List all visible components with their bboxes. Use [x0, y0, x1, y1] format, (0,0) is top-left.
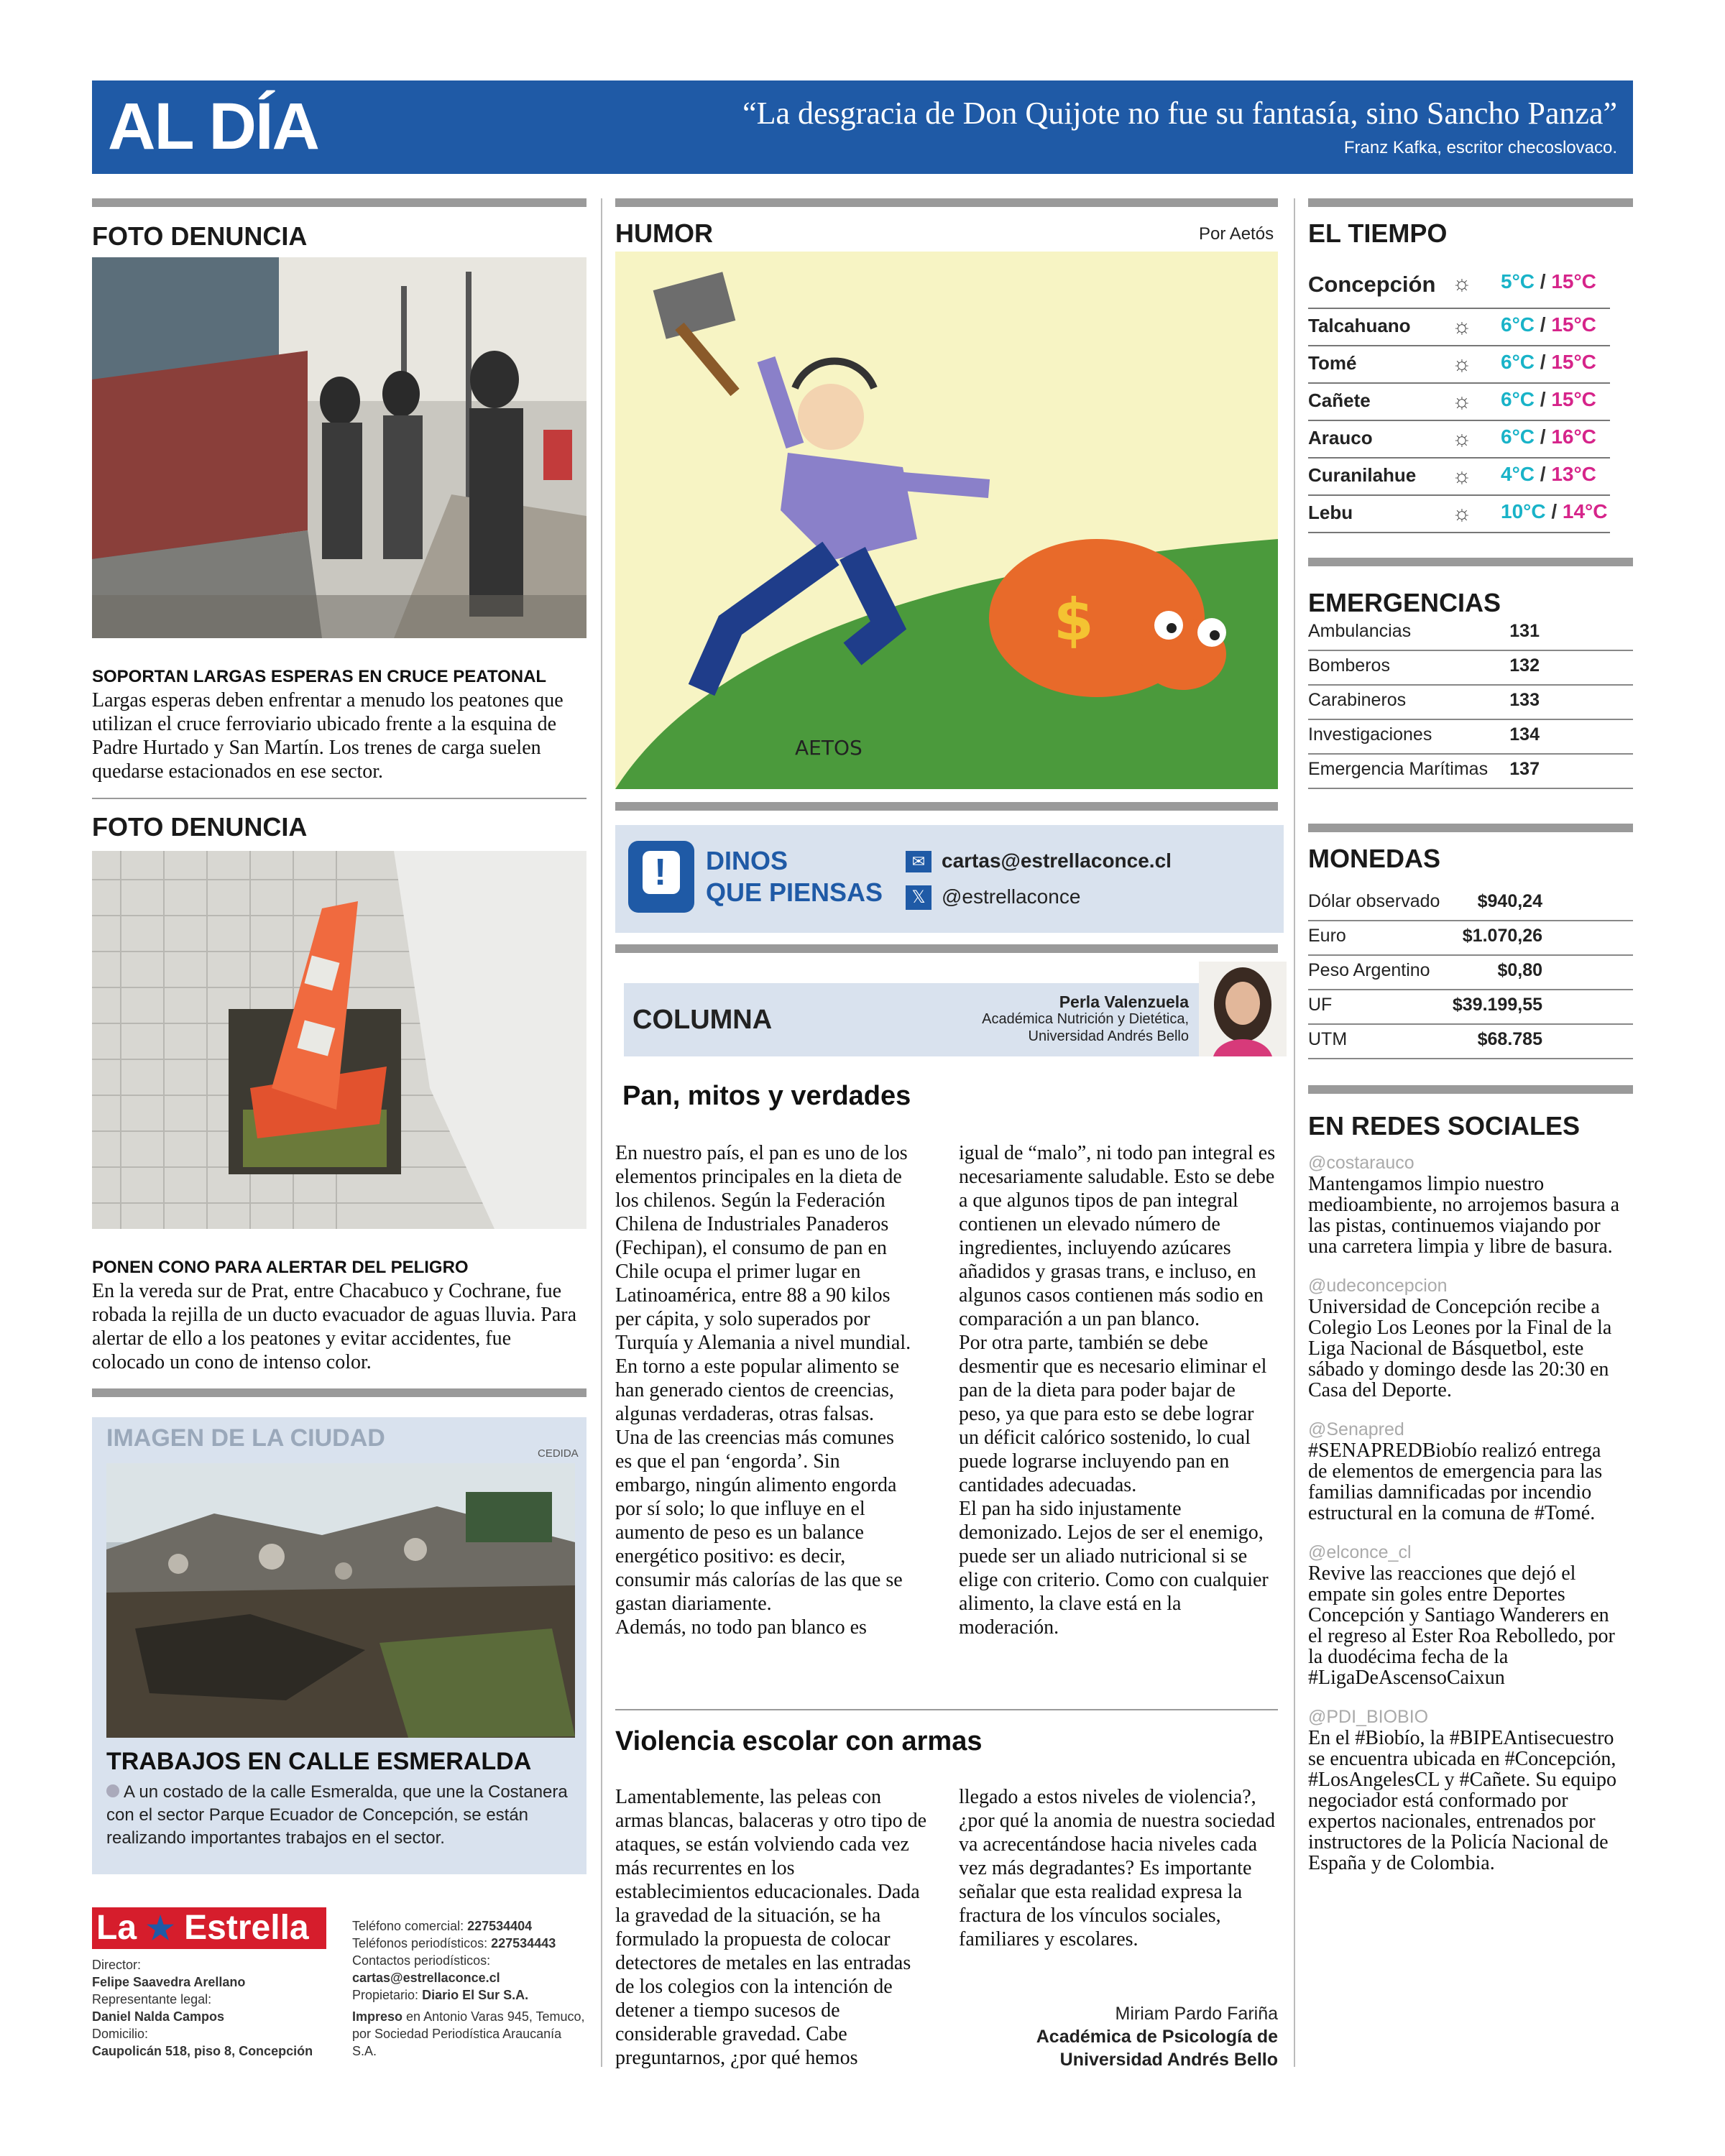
- emergency-label: Ambulancias: [1308, 621, 1412, 641]
- divider: [615, 1709, 1278, 1710]
- social-text: Revive las reacciones que dejó el empate sin goles entre Deportes Concepción y Santiago Wanderers en el regreso al Ester Roa Rebolledo, por la duodécima fecha de la #LigaDeAscensoCaixun: [1308, 1562, 1615, 1689]
- print-label: Impreso: [352, 2009, 403, 2024]
- contact-label: Contactos periodísticos:: [352, 1953, 491, 1968]
- photo-credit: CEDIDA: [538, 1447, 579, 1460]
- currency-row: [1308, 885, 1633, 921]
- divider: [1308, 558, 1633, 566]
- social-text: En el #Biobío, la #BIPEAntisecuestro se encuentra ubicada en #Concepción, #LosAngelesCL y #Cañete. Su equipo negociador está conformado por expertos nacionales, entrenados por instructores de la Policía Nacional de España y de Colombia.: [1308, 1727, 1617, 1874]
- weather-temps: 4°C / 13°C: [1501, 463, 1596, 485]
- currency-row: [1308, 920, 1633, 956]
- weather-city: Tomé: [1308, 352, 1357, 374]
- caption-title: PONEN CONO PARA ALERTAR DEL PELIGRO: [92, 1258, 469, 1277]
- column-separator: [1294, 198, 1295, 2067]
- emergency-label: Carabineros: [1308, 690, 1407, 710]
- currency-label: UTM: [1308, 1029, 1348, 1049]
- article-column: llegado a estos niveles de violencia?, ¿por qué la anomia de nuestra sociedad va acrecentándose hacia niveles cada vez más degradantes? Es importante señalar que esta realidad expresa la fractura de los vínculos sociales, familiares y escolares.: [959, 1786, 1276, 1950]
- logo-text-a: La: [96, 1909, 137, 1947]
- emergency-row: [1308, 719, 1633, 755]
- signature-institution: Universidad Andrés Bello: [1059, 2050, 1278, 2070]
- article-title: Pan, mitos y verdades: [622, 1081, 911, 1111]
- sun-cloud-icon: ☼: [1452, 272, 1472, 295]
- foto-denuncia-heading: FOTO DENUNCIA: [92, 812, 308, 842]
- rep-label: Representante legal:: [92, 1992, 212, 2007]
- signature-name: Miriam Pardo Fariña: [1115, 2004, 1278, 2024]
- temp-min: 10°C: [1501, 500, 1546, 522]
- imagen-ciudad-caption: A un costado de la calle Esmeralda, que une la Costanera con el sector Parque Ecuador de Concepción, se están realizando importantes trabajos en el sector.: [106, 1782, 568, 1848]
- weather-row: [1308, 421, 1610, 459]
- monedas-heading: MONEDAS: [1308, 844, 1441, 873]
- dinos-que-piensas-box: [615, 825, 1284, 933]
- divider: [615, 944, 1278, 953]
- emergency-label: Emergencia Marítimas: [1308, 759, 1489, 779]
- sun-cloud-icon: ☼: [1452, 502, 1472, 525]
- emergency-row: [1308, 615, 1633, 651]
- weather-row: [1308, 346, 1610, 384]
- mail-icon: ✉: [906, 851, 932, 872]
- masthead-contacts: [352, 1917, 586, 2060]
- dinos-email[interactable]: cartas@estrellaconce.cl: [942, 849, 1172, 872]
- divider: [615, 802, 1278, 811]
- director-name: Felipe Saavedra Arellano: [92, 1975, 246, 1989]
- social-post: [1308, 1153, 1624, 1257]
- currency-value: $1.070,26: [1462, 926, 1542, 946]
- emergency-number: 132: [1509, 655, 1540, 676]
- divider: [1308, 824, 1633, 832]
- tel-com: 227534404: [467, 1919, 533, 1933]
- weather-temps: 5°C / 15°C: [1501, 270, 1596, 292]
- logo-text-b: Estrella: [184, 1909, 309, 1947]
- temp-max: 16°C: [1551, 425, 1596, 448]
- weather-row: [1308, 384, 1610, 421]
- imagen-ciudad-heading: IMAGEN DE LA CIUDAD: [106, 1424, 385, 1452]
- weather-city: Talcahuano: [1308, 315, 1411, 336]
- temp-max: 14°C: [1562, 500, 1608, 522]
- x-twitter-icon: 𝕏: [906, 885, 932, 910]
- currency-row: [1308, 954, 1633, 990]
- emergency-label: Investigaciones: [1308, 724, 1432, 745]
- social-text: Universidad de Concepción recibe a Colegio Los Leones por la Final de la Liga Nacional de Básquetbol, este sábado y domingo desde las 20:30 en Casa del Deporte.: [1308, 1296, 1612, 1401]
- emergency-row: [1308, 684, 1633, 720]
- weather-city: Lebu: [1308, 502, 1353, 523]
- column-separator: [601, 198, 602, 2067]
- article-signature: [959, 2002, 1278, 2071]
- social-post: [1308, 1707, 1624, 1874]
- tel-per: 227534443: [491, 1936, 556, 1950]
- dinos-title-1: DINOS: [706, 846, 788, 875]
- sun-cloud-icon: ☼: [1452, 464, 1472, 488]
- weather-city: Curanilahue: [1308, 464, 1417, 486]
- temp-min: 6°C: [1501, 351, 1535, 373]
- social-text: #SENAPREDBiobío realizó entrega de elementos de emergencia para las familias damnificadas por incendio estructural en la comuna de #Tomé.: [1308, 1439, 1603, 1524]
- imagen-ciudad-text: [106, 1781, 574, 1850]
- masthead-staff: [92, 1956, 336, 2060]
- temp-max: 15°C: [1551, 270, 1596, 292]
- left-column: [92, 198, 586, 799]
- svg-text:$: $: [1054, 586, 1094, 653]
- weather-row: [1308, 459, 1610, 496]
- foto-denuncia-heading: FOTO DENUNCIA: [92, 221, 308, 251]
- emergency-row: [1308, 753, 1633, 789]
- columna-role-1: Académica Nutrición y Dietética,: [982, 1011, 1189, 1027]
- tiempo-heading: EL TIEMPO: [1308, 218, 1448, 248]
- masthead-footer: [92, 1907, 586, 2073]
- social-handle[interactable]: @Senapred: [1308, 1419, 1404, 1439]
- weather-temps: 6°C / 15°C: [1501, 351, 1596, 373]
- temp-max: 15°C: [1551, 388, 1596, 410]
- emergency-label: Bomberos: [1308, 655, 1390, 676]
- emergency-row: [1308, 650, 1633, 686]
- social-feed: [1308, 1153, 1624, 1874]
- rep-name: Daniel Nalda Campos: [92, 2009, 225, 2024]
- weather-temps: 6°C / 15°C: [1501, 313, 1596, 336]
- currency-label: Dólar observado: [1308, 891, 1440, 911]
- currency-list: [1308, 885, 1633, 1065]
- currency-value: $39.199,55: [1452, 995, 1542, 1015]
- social-handle[interactable]: @udeconcepcion: [1308, 1276, 1448, 1296]
- dinos-twitter[interactable]: @estrellaconce: [942, 885, 1081, 908]
- currency-value: $68.785: [1477, 1029, 1542, 1049]
- social-handle[interactable]: @PDI_BIOBIO: [1308, 1707, 1429, 1727]
- temp-min: 6°C: [1501, 388, 1535, 410]
- temp-min: 5°C: [1501, 270, 1535, 292]
- currency-value: $940,24: [1477, 891, 1542, 911]
- weather-temps: 6°C / 16°C: [1501, 425, 1596, 448]
- social-post: [1308, 1276, 1624, 1401]
- article-column: igual de “malo”, ni todo pan integral es necesariamente saludable. Esto se debe a que algunos tipos de pan integral contienen un elevado número de ingredientes, incluyendo azúcares añadidos y grasas trans, e incluso, en algunos casos contienen más sodio en comparación a un pan blanco. Por otra parte, también se debe desmentir que es necesario eliminar el pan de la dieta para poder bajar de peso, ya que para esto se debe lograr un déficit calórico sostenido, lo cual puede lograrse incluyendo pan en cantidades adecuadas. El pan ha sido injustamente demonizado. Lejos de ser el enemigo, puede ser un aliado nutricional si se elige con criterio. Como con cualquier alimento, la clave está en la moderación.: [959, 1142, 1276, 1639]
- tel-per-label: Teléfonos periodísticos:: [352, 1936, 488, 1950]
- social-post: [1308, 1542, 1624, 1688]
- currency-value: $0,80: [1497, 960, 1542, 980]
- weather-temps: 10°C / 14°C: [1501, 500, 1608, 522]
- temp-max: 13°C: [1551, 463, 1596, 485]
- dinos-title-2: QUE PIENSAS: [706, 877, 883, 907]
- temp-max: 15°C: [1551, 351, 1596, 373]
- weather-city: Arauco: [1308, 427, 1373, 448]
- section-title: AL DÍA: [108, 90, 318, 163]
- weather-table: [1308, 266, 1633, 539]
- redes-heading: EN REDES SOCIALES: [1308, 1111, 1581, 1141]
- currency-label: UF: [1308, 995, 1333, 1015]
- social-post: [1308, 1419, 1624, 1524]
- bullet-icon: [106, 1784, 119, 1797]
- exclamation-icon: !: [628, 841, 694, 913]
- left-column-2: [92, 812, 586, 1397]
- weather-temps: 6°C / 15°C: [1501, 388, 1596, 410]
- section-banner: [92, 80, 1633, 174]
- cone-photo: [92, 851, 586, 1229]
- columna-author: Perla Valenzuela: [1059, 992, 1189, 1011]
- social-handle[interactable]: @costarauco: [1308, 1153, 1414, 1173]
- divider: [92, 1388, 586, 1397]
- director-label: Director:: [92, 1958, 142, 1972]
- imagen-ciudad-title: TRABAJOS EN CALLE ESMERALDA: [106, 1748, 532, 1775]
- currency-label: Peso Argentino: [1308, 960, 1430, 980]
- banner-quote: “La desgracia de Don Quijote no fue su fantasía, sino Sancho Panza”: [742, 96, 1617, 131]
- temp-min: 6°C: [1501, 313, 1535, 336]
- emergency-number: 134: [1509, 724, 1540, 745]
- columna-label: COLUMNA: [632, 1005, 773, 1035]
- dinos-title: [706, 845, 883, 908]
- divider: [1308, 198, 1633, 207]
- estrella-logo: [92, 1907, 326, 1949]
- tel-com-label: Teléfono comercial:: [352, 1919, 464, 1933]
- emergency-number: 133: [1509, 690, 1540, 710]
- caption-text: En la vereda sur de Prat, entre Chacabuco y Cochrane, fue robada la rejilla de un ducto evacuador de aguas lluvia. Para alertar de ello a los peatones y evitar accidentes, fue colocado un cono de intenso color.: [92, 1280, 577, 1373]
- author-portrait: [1199, 962, 1287, 1056]
- columna-role-2: Universidad Andrés Bello: [1028, 1028, 1189, 1044]
- dom-label: Domicilio:: [92, 2027, 149, 2041]
- humor-author: Por Aetós: [1199, 224, 1274, 244]
- divider: [615, 198, 1278, 207]
- caption-title: SOPORTAN LARGAS ESPERAS EN CRUCE PEATONAL: [92, 667, 547, 686]
- divider: [92, 798, 586, 799]
- temp-max: 15°C: [1551, 313, 1596, 336]
- owner: Diario El Sur S.A.: [422, 1988, 529, 2002]
- temp-min: 6°C: [1501, 425, 1535, 448]
- weather-row: [1308, 309, 1610, 346]
- caption-text: Largas esperas deben enfrentar a menudo los peatones que utilizan el cruce ferroviario ubicado frente a la esquina de Padre Hurtado y San Martín. Los trenes de carga suelen quedarse estacionados en ese sector.: [92, 689, 564, 783]
- owner-label: Propietario:: [352, 1988, 419, 2002]
- star-icon: ★: [146, 1911, 175, 1946]
- columna-author-block: [982, 993, 1189, 1045]
- article-title: Violencia escolar con armas: [615, 1726, 983, 1756]
- divider: [1308, 1085, 1633, 1094]
- works-photo: [106, 1463, 575, 1738]
- columna-box: [624, 983, 1287, 1056]
- emergencias-heading: EMERGENCIAS: [1308, 588, 1501, 617]
- emergency-list: [1308, 615, 1633, 795]
- weather-city: Cañete: [1308, 390, 1371, 411]
- weather-row: [1308, 496, 1610, 533]
- article-column: Lamentablemente, las peleas con armas blancas, balaceras y otro tipo de ataques, se están volviendo cada vez más recurrentes en los establecimientos educacionales. Dada la gravedad de la situación, se ha formulado la propuesta de colocar detectores de metales en las entradas de los colegios con la intención de detener a tiempo sucesos de considerable gravedad. Cabe preguntarnos, ¿por qué hemos: [615, 1786, 927, 2069]
- crossing-photo: [92, 257, 586, 638]
- emergency-number: 137: [1509, 759, 1540, 779]
- emergency-number: 131: [1509, 621, 1540, 641]
- temp-min: 4°C: [1501, 463, 1535, 485]
- divider: [92, 198, 586, 207]
- social-text: Mantengamos limpio nuestro medioambiente, no arrojemos basura a las pistas, continuemos viajando por una carretera limpia y libre de basura.: [1308, 1173, 1620, 1258]
- weather-row: [1308, 266, 1610, 309]
- currency-row: [1308, 989, 1633, 1025]
- sun-cloud-icon: ☼: [1452, 352, 1472, 376]
- currency-row: [1308, 1023, 1633, 1059]
- humor-heading: HUMOR: [615, 218, 713, 248]
- humor-cartoon: [615, 252, 1278, 789]
- article-column: En nuestro país, el pan es uno de los elementos principales en la dieta de los chilenos. Según la Federación Chilena de Industriales Panaderos (Fechipan), el consumo de pan en Chile ocupa el primer lugar en Latinoamérica, entre 88 a 90 kilos per cápita, y solo superados por Turquía y Alemania a nivel mundial. En torno a este popular alimento se han generado cientos de creencias, algunas verdaderas, otras falsas. Una de las creencias más comunes es que el pan ‘engorda’. Sin embargo, ningún alimento engorda por sí solo; lo que influye en el aumento de peso es un balance energético positivo: es decir, consumir más calorías de las que se gastan diariamente. Además, no todo pan blanco es: [615, 1142, 911, 1639]
- print-info: en Antonio Varas 945, Temuco, por Sociedad Periodística Araucanía S.A.: [352, 2009, 585, 2058]
- currency-label: Euro: [1308, 926, 1346, 946]
- sun-cloud-icon: ☼: [1452, 427, 1472, 451]
- contact-email[interactable]: cartas@estrellaconce.cl: [352, 1971, 500, 1985]
- social-handle[interactable]: @elconce_cl: [1308, 1542, 1412, 1562]
- signature-role: Académica de Psicología de: [1036, 2027, 1278, 2047]
- cartoon-signature: AETOS: [795, 736, 862, 760]
- sun-cloud-icon: ☼: [1452, 315, 1472, 338]
- weather-city: Concepción: [1308, 272, 1436, 297]
- sun-cloud-icon: ☼: [1452, 390, 1472, 413]
- dom-value: Caupolicán 518, piso 8, Concepción: [92, 2044, 313, 2058]
- banner-quote-author: Franz Kafka, escritor checoslovaco.: [1343, 138, 1617, 157]
- imagen-ciudad-box: [92, 1417, 586, 1874]
